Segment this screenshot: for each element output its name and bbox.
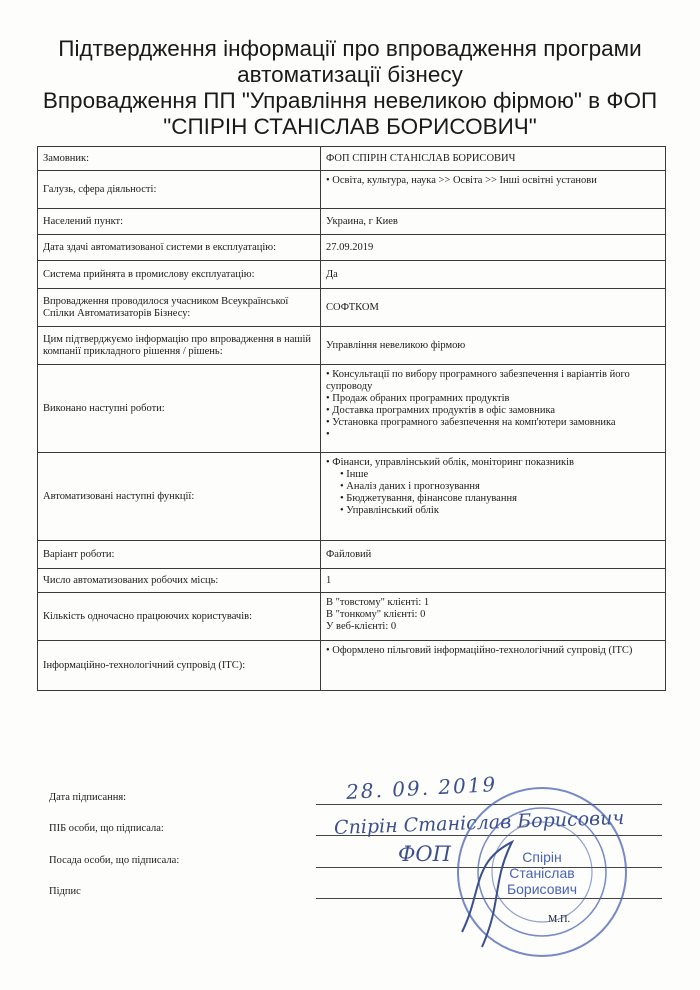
- solution-label: Цим підтверджуємо інформацію про впровадження в нашій компанії прикладного рішення / рішень:: [38, 327, 321, 365]
- table-row: [38, 453, 666, 541]
- industry-label: Галузь, сфера діяльності:: [38, 171, 321, 209]
- table-row: [38, 171, 666, 209]
- variant-value: Файловий: [321, 541, 666, 569]
- table-row: [38, 541, 666, 569]
- list-item: • Інше: [340, 469, 369, 480]
- city-label: Населений пункт:: [38, 209, 321, 235]
- list-item: • Консультації по вибору програмного забезпечення і варіантів його супроводу: [326, 369, 630, 392]
- signature-scribble: [462, 842, 512, 947]
- signature-label: Підпис: [49, 886, 81, 897]
- works-list: [326, 369, 660, 441]
- itc-value: • Оформлено пільговий інформаційно-технологічний супровід (ІТС): [321, 641, 666, 691]
- itc-label: Інформаційно-технологічний супровід (ІТС):: [38, 641, 321, 691]
- table-row: [38, 593, 666, 641]
- users-thin: В "тонкому" клієнті: 0: [326, 609, 426, 620]
- table-row: [38, 641, 666, 691]
- workplaces-label: Число автоматизованих робочих місць:: [38, 569, 321, 593]
- table-row: [38, 261, 666, 289]
- table-row: [38, 289, 666, 327]
- industry-value: • Освіта, культура, наука >> Освіта >> Інші освітні установи: [321, 171, 666, 209]
- table-row: [38, 569, 666, 593]
- document-title: [20, 36, 680, 140]
- info-table: [37, 146, 666, 691]
- company-seal: [452, 782, 632, 962]
- table-row: [38, 147, 666, 171]
- variant-label: Варіант роботи:: [38, 541, 321, 569]
- users-label: Кількість одночасно працюючих користувачів:: [38, 593, 321, 641]
- signer-position-label: Посада особи, що підписала:: [49, 855, 180, 866]
- date-value: 27.09.2019: [321, 235, 666, 261]
- functions-main: • Фінанси, управлінський облік, моніторинг показників: [326, 457, 574, 468]
- accepted-value: Да: [321, 261, 666, 289]
- title-line-3: Впровадження ПП "Управління невеликою фірмою" в ФОП: [42, 88, 658, 113]
- handwritten-name: Спірін Станіслав Борисович: [333, 806, 625, 840]
- list-item: • Управлінський облік: [340, 505, 439, 516]
- title-line-1: Підтвердження інформації про впровадження програми: [58, 36, 642, 61]
- works-value: [321, 365, 666, 453]
- users-value: [321, 593, 666, 641]
- customer-value: ФОП СПІРІН СТАНІСЛАВ БОРИСОВИЧ: [321, 147, 666, 171]
- solution-value: Управління невеликою фірмою: [321, 327, 666, 365]
- list-item: • Продаж обраних програмних продуктів: [326, 393, 510, 404]
- handwritten-position: ФОП: [398, 842, 451, 866]
- seal-center-line-3: Борисович: [506, 881, 578, 897]
- seal-center-line-2: Станіслав: [509, 865, 575, 881]
- table-row: [38, 327, 666, 365]
- implementer-value: СОФТКОМ: [321, 289, 666, 327]
- functions-label: Автоматизовані наступні функції:: [38, 453, 321, 541]
- works-label: Виконано наступні роботи:: [38, 365, 321, 453]
- list-item: • Установка програмного забезпечення на комп'ютери замовника: [326, 417, 616, 428]
- date-signed-label: Дата підписання:: [49, 792, 127, 803]
- workplaces-value: 1: [321, 569, 666, 593]
- title-line-4: "СПІРІН СТАНІСЛАВ БОРИСОВИЧ": [163, 114, 537, 139]
- handwritten-date: 28. 09. 2019: [345, 772, 498, 804]
- table-row: [38, 209, 666, 235]
- accepted-label: Система прийнята в промислову експлуатацію:: [38, 261, 321, 289]
- title-line-2: автоматизації бізнесу: [237, 62, 463, 87]
- list-item: • Доставка програмних продуктів в офіс замовника: [326, 405, 556, 416]
- table-row: [38, 235, 666, 261]
- stamp-place-label: М.П.: [548, 914, 571, 925]
- table-row: [38, 365, 666, 453]
- date-label: Дата здачі автоматизованої системи в експлуатацію:: [38, 235, 321, 261]
- seal-center-line-1: Спірін: [522, 849, 562, 865]
- customer-label: Замовник:: [38, 147, 321, 171]
- list-item: • Аналіз даних і прогнозування: [340, 481, 480, 492]
- users-web: У веб-клієнті: 0: [326, 621, 397, 632]
- users-thick: В "товстому" клієнті: 1: [326, 597, 430, 608]
- city-value: Украина, г Киев: [321, 209, 666, 235]
- signer-name-label: ПІБ особи, що підписала:: [49, 823, 164, 834]
- list-item: • Бюджетування, фінансове планування: [340, 493, 517, 504]
- functions-value: [321, 453, 666, 541]
- functions-sublist: [326, 469, 660, 517]
- implementer-label: Впровадження проводилося учасником Всеукраїнської Спілки Автоматизаторів Бізнесу:: [38, 289, 321, 327]
- list-item: •: [326, 429, 330, 440]
